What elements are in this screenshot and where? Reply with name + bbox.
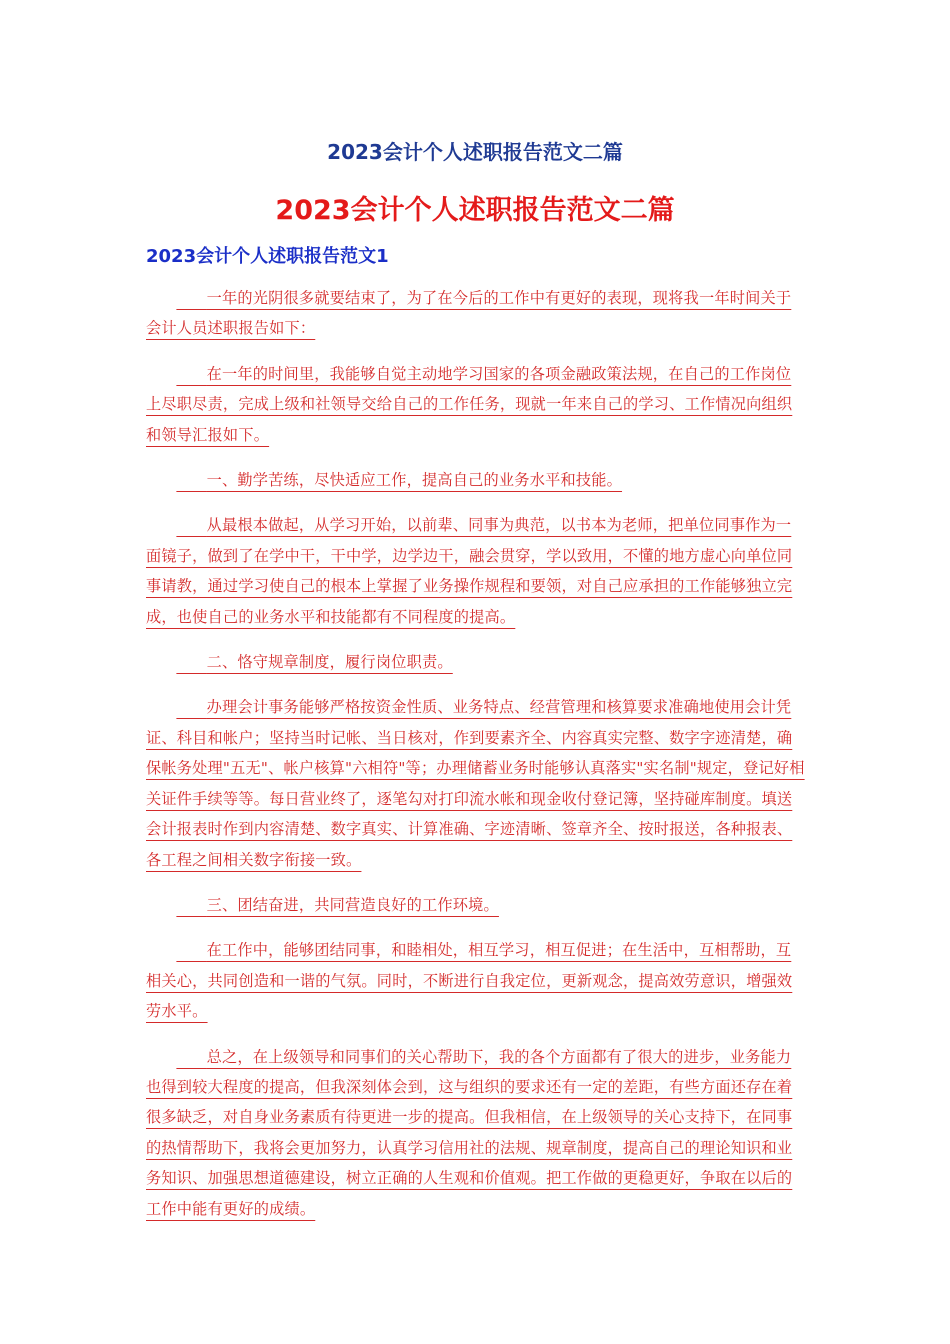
paragraph-heading: 一、勤学苦练，尽快适应工作，提高自己的业务水平和技能。 — [176, 471, 623, 490]
paragraph: 办理会计事务能够严格按资金性质、业务特点、经营管理和核算要求准确地使用会计凭证、科目和帐户；坚持当时记帐、当日核对，作到要素齐全、内容真实完整、数字字迹清楚，确保帐务处理"五无"、帐户核算"六相符"等；办理储蓄业务时能够认真落实"实名制"规定，登记好相关证件手续等等。每日营业终了，逐笔勾对打印流水帐和现金收付登记簿，坚持碰库制度。填送会计报表时作到内容清楚、数字真实、计算准确、字迹清晰、签章齐全、按时报送，各种报表、各工程之间相关数字衔接一致。 — [146, 698, 805, 869]
paragraph: 在工作中，能够团结同事，和睦相处，相互学习，相互促进；在生活中，互相帮助，互相关心，共同创造和一谐的气氛。同时，不断进行自我定位，更新观念，提高效劳意识，增强效劳水平。 — [146, 941, 793, 1021]
paragraph-heading: 三、团结奋进，共同营造良好的工作环境。 — [176, 895, 499, 914]
paragraph: 从最根本做起，从学习开始，以前辈、同事为典范，以书本为老师，把单位同事作为一面镜子，做到了在学中干，干中学，边学边干，融会贯穿，学以致用，不懂的地方虚心向单位同事请教，通过学习使自己的根本上掌握了业务操作规程和要领，对自己应承担的工作能够独立完成，也使自己的业务水平和技能都有不同程度的提高。 — [146, 516, 793, 626]
main-title: 2023会计个人述职报告范文二篇 — [275, 195, 675, 226]
paragraph: 在一年的时间里，我能够自觉主动地学习国家的各项金融政策法规，在自己的工作岗位上尽职尽责，完成上级和社领导交给自己的工作任务，现就一年来自己的学习、工作情况向组织和领导汇报如下。 — [146, 364, 793, 444]
paragraph-heading: 二、恪守规章制度，履行岗位职责。 — [176, 653, 453, 672]
paragraph: 总之，在上级领导和同事们的关心帮助下，我的各个方面都有了很大的进步，业务能力也得到较大程度的提高，但我深刻体会到，这与组织的要求还有一定的差距，有些方面还存在着很多缺乏，对自身业务素质有待更进一步的提高。但我相信，在上级领导的关心支持下，在同事的热情帮助下，我将会更加努力，认真学习信用社的法规、规章制度，提高自己的理论知识和业务知识、加强思想道德建设，树立正确的人生观和价值观。把工作做的更稳更好，争取在以后的工作中能有更好的成绩。 — [146, 1047, 793, 1218]
document-body — [146, 283, 806, 1239]
section-title: 2023会计个人述职报告范文1 — [146, 246, 389, 267]
header-title: 2023会计个人述职报告范文二篇 — [327, 140, 623, 164]
paragraph: 一年的光阴很多就要结束了，为了在今后的工作中有更好的表现，现将我一年时间关于会计人员述职报告如下： — [146, 289, 792, 338]
